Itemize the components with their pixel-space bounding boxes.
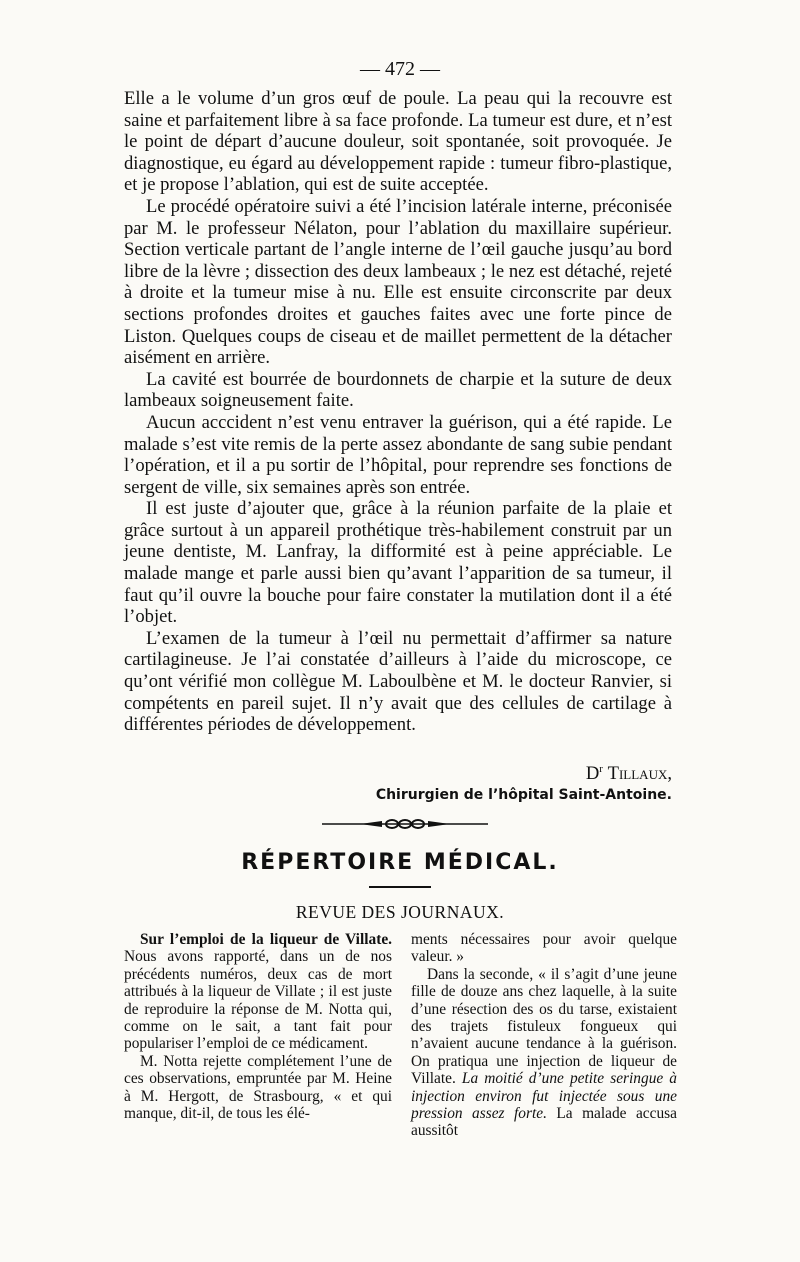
author-title-sup: r [599,762,603,775]
subsection-title: REVUE DES JOURNAUX. [295,902,505,922]
article-lead: Sur l’emploi de la liqueur de Villate. [140,931,392,948]
paragraph-text: La malade accusa aussitôt [411,1105,677,1140]
section-title: RÉPERTOIRE MÉDICAL. [241,850,559,875]
column-paragraph: M. Notta rejette complétement l’une de ces observations, empruntée par M. Heine à M. Hergott, de Strasbourg, « et qui manque, dit-il, de tous les élé- [124,1052,392,1123]
author-name: Tillaux, [607,763,672,784]
paragraph: L’examen de la tumeur à l’œil nu permettait d’affirmer sa nature cartilagineuse. Je l’ai constatée d’ailleurs à l’aide du microscope, ce qu’ont vérifié mon collègue M. Laboulbène et M. le docteur Ranvier, si compétents en pareil sujet. Il n’y avait que des cellules de cartilage à différentes périodes de développement. [124,627,672,736]
paragraph-text: Nous avons rapporté, dans un de nos précédents numéros, deux cas de mort attribués à la liqueur de Villate ; il est juste de reproduire la réponse de M. Notta qui, comme on le sait, a tant fait pour populariser l’emploi de ce médicament. [124,948,392,1053]
paragraph: La cavité est bourrée de bourdonnets de charpie et la suture de deux lambeaux soigneusement faite. [124,368,672,412]
paragraph: Elle a le volume d’un gros œuf de poule. La peau qui la recouvre est saine et parfaitement libre à sa face profonde. La tumeur est dure, et n’est le point de départ d’aucune douleur, soit spontanée, soit provoquée. Je diagnostique, eu égard au développement rapide : tumeur fibro-plastique, et je propose l’ablation, qui est de suite acceptée. [124,88,672,196]
author-signature [124,763,672,785]
paragraph: Aucun acccident n’est venu entraver la guérison, qui a été rapide. Le malade s’est vite remis de la perte assez abondante de sang subie pendant l’opération, et il a pu sortir de l’hôpital, pour reprendre ses fonctions de sergent de ville, six semaines après son entrée. [124,411,672,498]
page-number: — 472 — [360,58,440,80]
author-role: Chirurgien de l’hôpital Saint-Antoine. [375,787,672,803]
article-body [124,88,672,736]
left-column [124,931,392,1122]
column-paragraph [124,931,392,1053]
column-paragraph [411,966,677,1140]
paragraph: Le procédé opératoire suivi a été l’incision latérale interne, préconisée par M. le professeur Nélaton, pour l’ablation du maxillaire supérieur. Section verticale partant de l’angle interne de l’œil gauche jusqu’au bord libre de la lèvre ; dissection des deux lambeaux ; le nez est détaché, rejeté à droite et la tumeur mise à nu. Elle est ensuite circonscrite par deux sections profondes droites et gauches faites avec une forte pince de Liston. Quelques coups de ciseau et de maillet permettent de la détacher aisément en arrière. [124,195,672,369]
right-column [411,931,677,1140]
paragraph: Il est juste d’ajouter que, grâce à la réunion parfaite de la plaie et grâce surtout à un appareil prothétique très-habilement construit par un jeune dentiste, M. Lanfray, la difformité est à peine appréciable. Le malade mange et parle aussi bien qu’avant l’apparition de sa tumeur, il faut qu’il ouvre la bouche pour faire constater la mutilation dont il a été l’objet. [124,498,672,628]
column-paragraph: ments nécessaires pour avoir quelque valeur. » [411,931,677,966]
ornament-divider [320,816,490,832]
title-rule [369,886,431,888]
paragraph-text: Dans la seconde, « il s’agit d’une jeune fille de douze ans chez laquelle, à la suite d’une résection des os du tarse, existaient des trajets fistuleux fongueux qui n’avaient aucune tendance à la guérison. On pratiqua une injection de liqueur de Villate. [411,965,677,1088]
author-title: D [585,763,600,784]
italic-quote: La moitié d’une petite seringue à injection environ fut injectée sous une pression assez forte. [411,1070,678,1123]
